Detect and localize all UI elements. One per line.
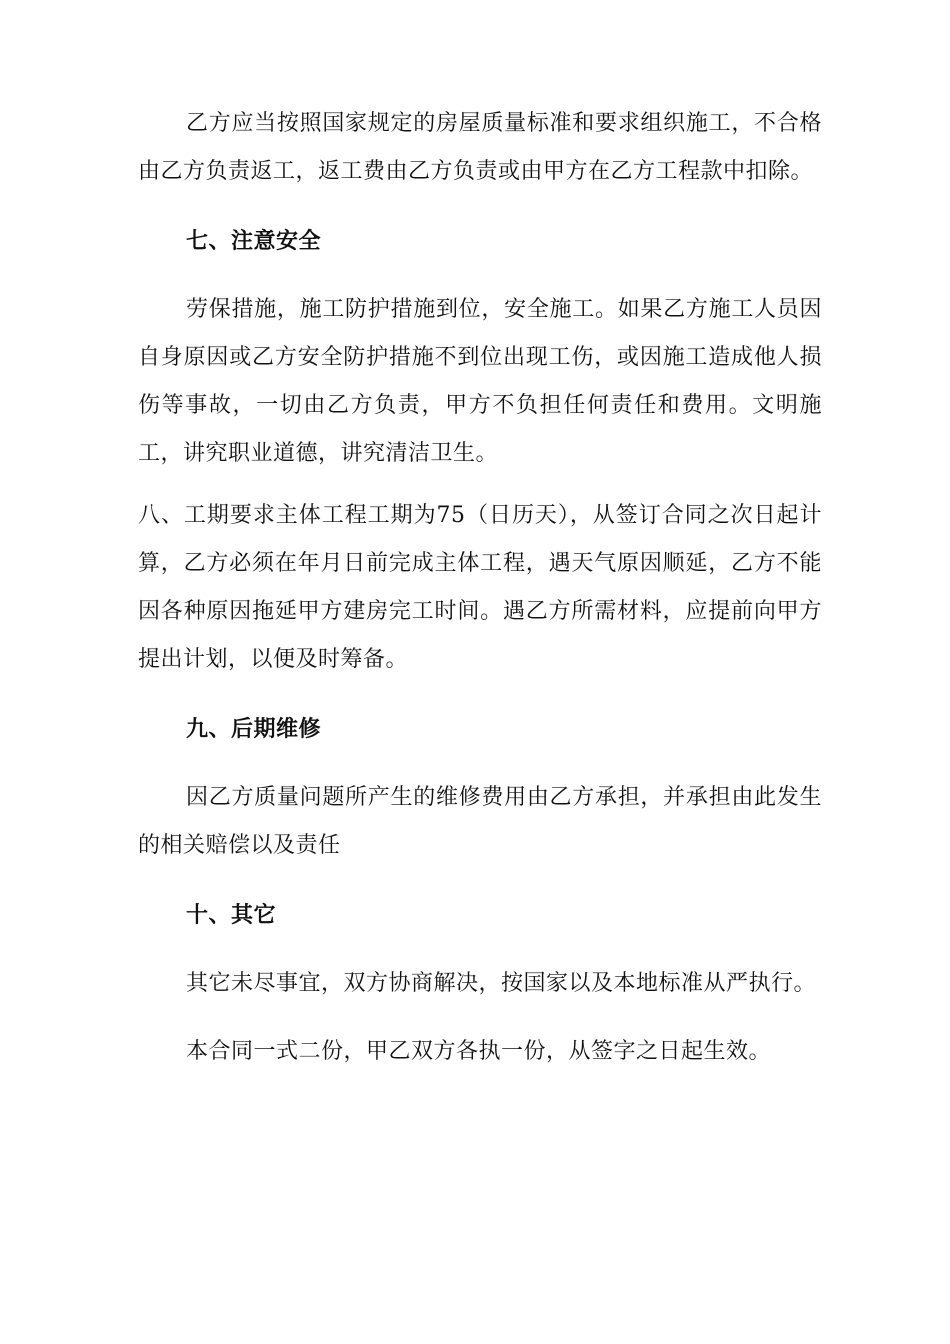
paragraph-quality: 乙方应当按照国家规定的房屋质量标准和要求组织施工，不合格由乙方负责返工，返工费由乙方负责或由甲方在乙方工程款中扣除。 [138,111,822,184]
heading-safety: 七、注意安全 [186,229,322,254]
paragraph-other: 其它未尽事宜，双方协商解决，按国家以及本地标准从严执行。 [186,971,817,996]
paragraph-copies: 本合同一式二份，甲乙双方各执一份，从签字之日起生效。 [186,1039,772,1064]
paragraph-schedule: 八、工期要求主体工程工期为75（日历天），从签订合同之次日起计算，乙方必须在年月日前完成主体工程，遇天气原因顺延，乙方不能因各种原因拖延甲方建房完工时间。遇乙方所需材料，应提前向甲方提出计划，以便及时筹备。 [138,503,822,672]
heading-maintenance: 九、后期维修 [186,717,322,742]
paragraph-safety: 劳保措施，施工防护措施到位，安全施工。如果乙方施工人员因自身原因或乙方安全防护措施不到位出现工伤，或因施工造成他人损伤等事故，一切由乙方负责，甲方不负担任何责任和费用。文明施工，讲究职业道德，讲究清洁卫生。 [138,297,822,466]
paragraph-maintenance: 因乙方质量问题所产生的维修费用由乙方承担，并承担由此发生的相关赔偿以及责任 [138,785,822,858]
heading-other: 十、其它 [186,903,277,928]
document-page [138,100,822,1076]
